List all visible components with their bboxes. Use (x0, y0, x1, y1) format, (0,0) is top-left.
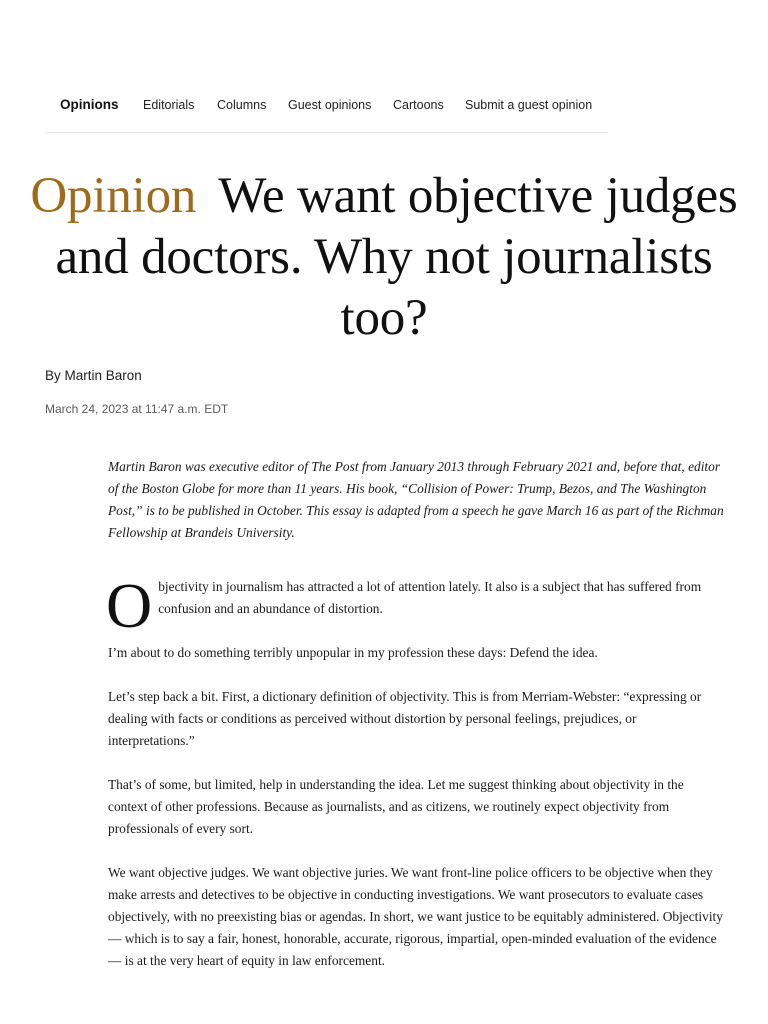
paragraph-1-text: bjectivity in journalism has attracted a lot of attention lately. It also is a subject that has suffered from confusion and an abundance of distortion. (158, 579, 702, 616)
author-note: Martin Baron was executive editor of The Post from January 2013 through February 2021 and, before that, editor of the Boston Globe for more than 11 years. His book, “Collision of Power: Trump, Bezos, and The Washington Post,” is to be published in October. This essay is adapted from a speech he gave March 16 as part of the Richman Fellowship at Brandeis University. (108, 459, 724, 540)
nav-editorials-link[interactable]: Editorials (143, 98, 195, 112)
paragraph-1 (106, 570, 724, 641)
nav-guest-opinions-link[interactable]: Guest opinions (288, 98, 372, 112)
article-body (108, 456, 724, 994)
nav-columns-link[interactable]: Columns (217, 98, 267, 112)
article-headline (20, 166, 748, 349)
paragraph-2: I’m about to do something terribly unpopular in my profession these days: Defend the idea. (108, 645, 598, 660)
headline-title: We want objective judges and doctors. Why not journalists too? (55, 168, 738, 346)
paragraph-4: That’s of some, but limited, help in understanding the idea. Let me suggest thinking about objectivity in the context of other professions. Because as journalists, and as citizens, we routinely expect objectivity from professionals of every sort. (108, 777, 684, 836)
section-nav (46, 96, 608, 133)
nav-cartoons-link[interactable]: Cartoons (393, 98, 444, 112)
drop-cap: O (106, 570, 153, 641)
paragraph-3: Let’s step back a bit. First, a dictionary definition of objectivity. This is from Merriam-Webster: “expressing or dealing with facts or conditions as perceived without distortion by personal feelings, prejudices, or interpretations.” (108, 689, 702, 748)
publish-date: March 24, 2023 at 11:47 a.m. EDT (45, 402, 229, 416)
paragraph-5: We want objective judges. We want objective juries. We want front-line police officers to be objective when they make arrests and detectives to be objective in conducting investigations. We want prosecutors to evaluate cases objectively, with no preexisting bias or agendas. In short, we want justice to be equitably administered. Objectivity — which is to say a fair, honest, honorable, accurate, rigorous, impartial, open-minded evaluation of the evidence — is at the very heart of equity in law enforcement. (108, 865, 723, 968)
opinion-kicker[interactable]: Opinion (30, 168, 197, 224)
nav-opinions-link[interactable]: Opinions (60, 97, 119, 112)
byline[interactable]: By Martin Baron (45, 368, 142, 383)
nav-submit-guest-opinion-link[interactable]: Submit a guest opinion (465, 98, 593, 112)
